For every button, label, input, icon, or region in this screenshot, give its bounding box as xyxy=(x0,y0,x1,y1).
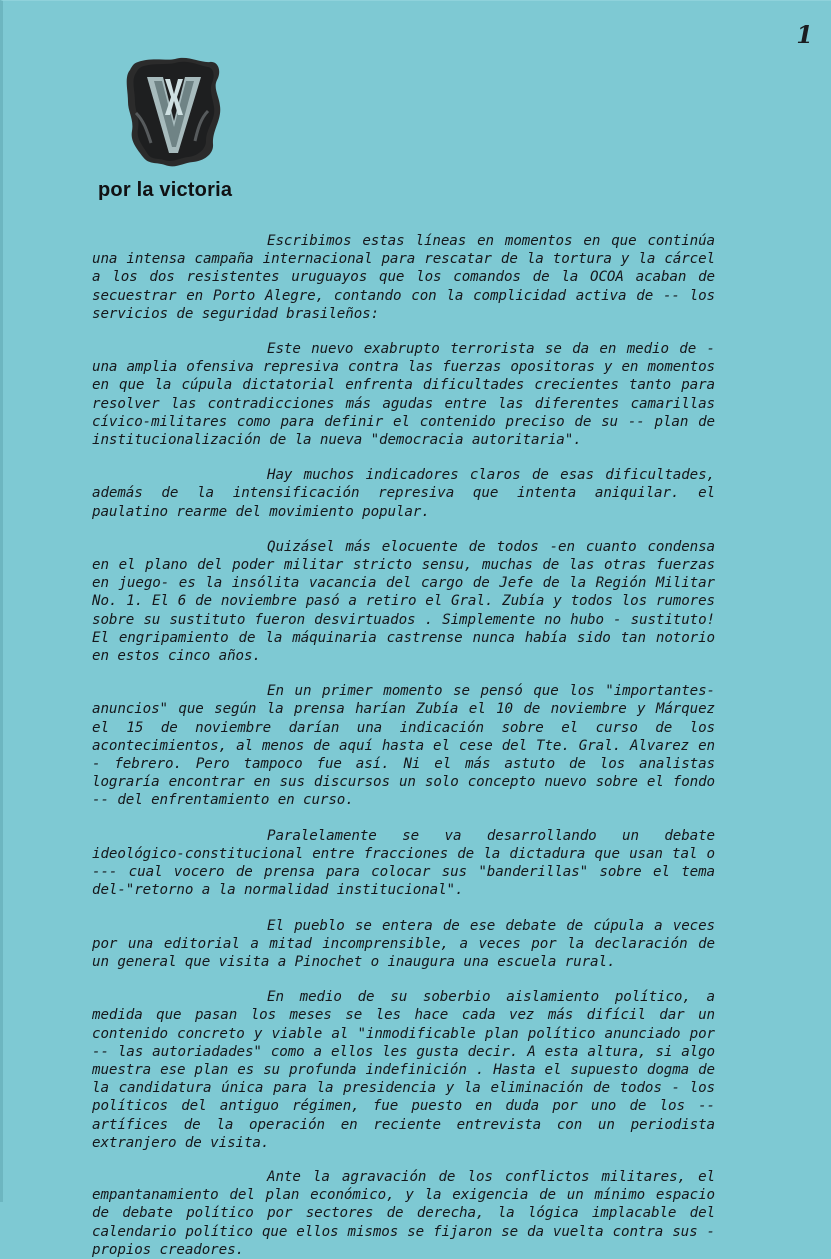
document-body xyxy=(92,232,715,1259)
paragraph-6: Paralelamente se va desarrollando un debate ideológico-constitucional entre fracciones de la dictadura que usan tal o --- cual vocero de prensa para colocar sus "banderillas" sobre el tema del-"retorno a la normalidad institucional". xyxy=(92,827,715,899)
paragraph-7: El pueblo se entera de ese debate de cúpula a veces por una editorial a mitad incomprensible, a veces por la declaración de un general que visita a Pinochet o inaugura una escuela rural. xyxy=(92,917,715,970)
paragraph-8: En medio de su soberbio aislamiento político, a medida que pasan los meses se les hace cada vez más difícil dar un contenido concreto y viable al "inmodificable plan político anunciado por -- las autoriadades" como a ellos les gusta decir. A esta altura, si algo muestra ese plan es su profunda indefinición . Hasta el supuesto dogma de la candidatura única para la presidencia y la eliminación de todos - los políticos del antiguo régimen, fue puesto en duda por uno de los -- artífices de la operación en reciente entrevista con un periodista extranjero de visita. xyxy=(92,989,715,1151)
page-number: 1 xyxy=(796,20,813,49)
paragraph-1: Escribimos estas líneas en momentos en que continúa una intensa campaña internacional para rescatar de la tortura y la cárcel a los dos resistentes uruguayos que los comandos de la OCOA acaban de secuestrar en Porto Alegre, contando con la complicidad activa de -- los servicios de seguridad brasileños: xyxy=(92,233,715,322)
paragraph-9: Ante la agravación de los conflictos militares, el empantanamiento del plan económico, y la exigencia de un mínimo espacio de debate político por sectores de derecha, la lógica implacable del calendario político que ellos mismos se fijaron se da vuelta contra sus - propios creadores. xyxy=(92,1168,715,1258)
paragraph-3: Hay muchos indicadores claros de esas dificultades, además de la intensificación represiva que intenta aniquilar. el paulatino rearme del movimiento popular. xyxy=(92,467,715,520)
logo-text: por la victoria xyxy=(98,179,233,201)
paragraph-4: Quizásel más elocuente de todos -en cuanto condensa en el plano del poder militar stricto sensu, muchas de las otras fuerzas en juego- es la insólita vacancia del cargo de Jefe de la Región Militar No. 1. El 6 de noviembre pasó a retiro el Gral. Zubía y todos los rumores sobre su sustituto fueron desvirtuados . Simplemente no hubo - sustituto! El engripamiento de la máquinaria castrense nunca había sido tan notorio en estos cinco años. xyxy=(92,538,715,665)
paragraph-2: Este nuevo exabrupto terrorista se da en medio de - una amplia ofensiva represiva contra las fuerzas opositoras y en momentos en que la cúpula dictatorial enfrenta dificultades crecientes tanto para resolver las contradicciones más agudas entre las diferentes camarillas cívico-militares como para definir el contenido preciso de su -- plan de institucionalización de la nueva "democracia autoritaria". xyxy=(92,341,715,449)
logo xyxy=(96,55,256,215)
paragraph-5: En un primer momento se pensó que los "importantes-anuncios" que según la prensa harían Zubía el 10 de noviembre y Márquez el 15 de noviembre darían una indicación sobre el curso de los acontecimientos, al menos de aquí hasta el cese del Tte. Gral. Alvarez en - febrero. Pero tampoco fue así. Ni el más astuto de los analistas lograría encontrar en sus discursos un solo concepto nuevo sobre el fondo -- del enfrentamiento en curso. xyxy=(92,683,715,809)
resistance-v-emblem-icon xyxy=(118,55,228,175)
